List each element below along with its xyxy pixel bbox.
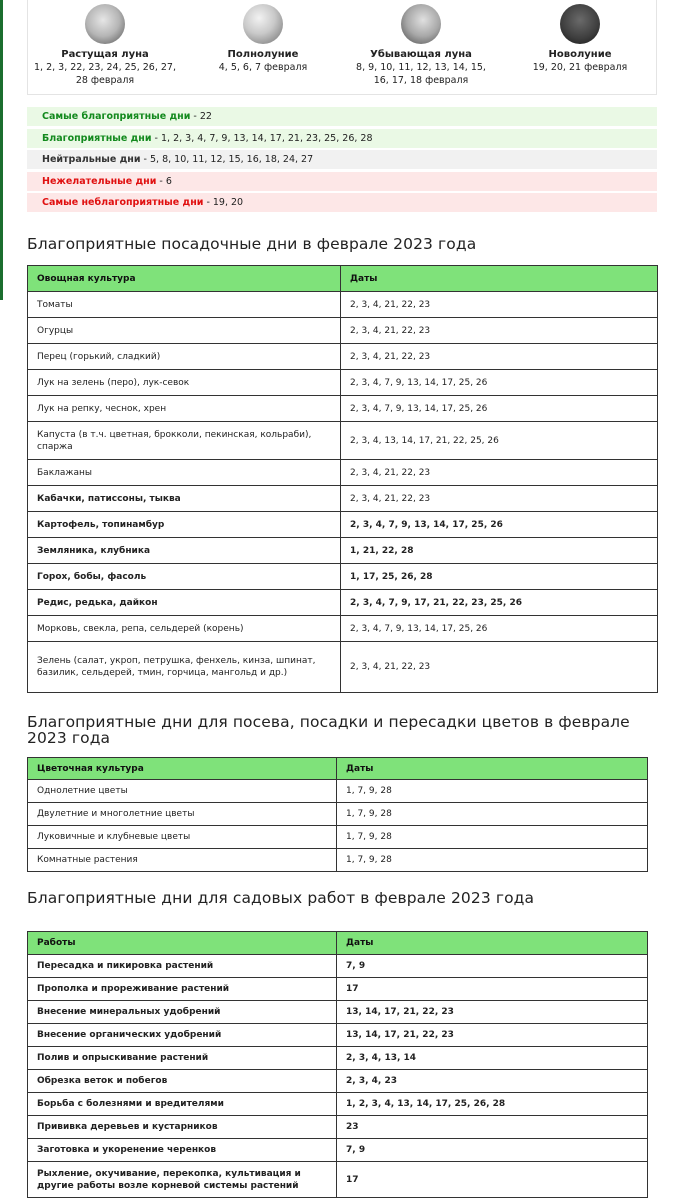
crop-dates: 1, 7, 9, 28 — [337, 803, 648, 826]
table-row — [28, 292, 658, 318]
table-row — [28, 486, 658, 512]
days-legend — [27, 107, 657, 215]
garden-work-table — [27, 931, 648, 1198]
legend-label: Нейтральные дни — [42, 154, 141, 165]
moon-phase-title: Новолуние — [548, 49, 612, 60]
crop-name: Кабачки, патиссоны, тыква — [28, 486, 341, 512]
legend-label: Самые неблагоприятные дни — [42, 197, 204, 208]
crop-name: Лук на зелень (перо), лук-севок — [28, 370, 341, 396]
crop-dates: 2, 3, 4, 21, 22, 23 — [341, 318, 658, 344]
work-name: Прививка деревьев и кустарников — [28, 1116, 337, 1139]
legend-favorable — [27, 129, 657, 148]
table-row — [28, 590, 658, 616]
crop-dates: 2, 3, 4, 21, 22, 23 — [341, 460, 658, 486]
work-name: Полив и опрыскивание растений — [28, 1047, 337, 1070]
work-dates: 7, 9 — [337, 955, 648, 978]
table-row — [28, 460, 658, 486]
moon-phase-dates: 1, 2, 3, 22, 23, 24, 25, 26, 27, 28 февраля — [34, 62, 176, 86]
table-row — [28, 1024, 648, 1047]
crop-name: Редис, редька, дайкон — [28, 590, 341, 616]
crop-name: Огурцы — [28, 318, 341, 344]
legend-value: - 6 — [156, 175, 172, 187]
crop-name: Двулетние и многолетние цветы — [28, 803, 337, 826]
work-dates: 23 — [337, 1116, 648, 1139]
legend-value: - 22 — [190, 111, 212, 122]
table-row — [28, 564, 658, 590]
crop-dates: 2, 3, 4, 7, 9, 13, 14, 17, 25, 26 — [341, 616, 658, 642]
table-row — [28, 422, 658, 460]
table-header-row — [28, 266, 658, 292]
moon-phase-dates: 4, 5, 6, 7 февраля — [218, 62, 308, 73]
table-row — [28, 826, 648, 849]
work-dates: 17 — [337, 1162, 648, 1198]
column-header: Цветочная культура — [28, 758, 337, 780]
crop-name: Капуста (в т.ч. цветная, брокколи, пекинская, кольраби), спаржа — [28, 422, 341, 460]
crop-name: Луковичные и клубневые цветы — [28, 826, 337, 849]
table-row — [28, 642, 658, 693]
table-row — [28, 538, 658, 564]
crop-name: Баклажаны — [28, 460, 341, 486]
crop-name: Однолетние цветы — [28, 780, 337, 803]
work-name: Внесение минеральных удобрений — [28, 1001, 337, 1024]
work-name: Рыхление, окучивание, перекопка, культивация и другие работы возле корневой системы растений — [28, 1162, 337, 1198]
table-header-row — [28, 932, 648, 955]
crop-name: Комнатные растения — [28, 849, 337, 872]
moon-phases-panel — [27, 0, 657, 95]
crop-name: Зелень (салат, укроп, петрушка, фенхель, кинза, шпинат, базилик, сельдерей, тмин, горчица, мангольд и др.) — [28, 642, 341, 693]
legend-neutral — [27, 150, 657, 169]
work-name: Обрезка веток и побегов — [28, 1070, 337, 1093]
table-row — [28, 1001, 648, 1024]
column-header: Овощная культура — [28, 266, 341, 292]
table-row — [28, 1162, 648, 1198]
work-name: Борьба с болезнями и вредителями — [28, 1093, 337, 1116]
moon-phase-title: Полнолуние — [227, 49, 299, 60]
crop-dates: 2, 3, 4, 21, 22, 23 — [341, 344, 658, 370]
section-title-vegetables: Благоприятные посадочные дни в феврале 2023 года — [27, 235, 477, 253]
new-moon-icon — [560, 4, 600, 44]
work-name: Заготовка и укоренение черенков — [28, 1139, 337, 1162]
legend-label: Нежелательные дни — [42, 175, 157, 187]
work-dates: 13, 14, 17, 21, 22, 23 — [337, 1024, 648, 1047]
legend-value: - 19, 20 — [203, 197, 244, 208]
crop-name: Томаты — [28, 292, 341, 318]
moon-phase-new — [510, 4, 650, 74]
moon-phase-dates: 8, 9, 10, 11, 12, 13, 14, 15, 16, 17, 18 февраля — [356, 62, 486, 86]
table-row — [28, 512, 658, 538]
table-row — [28, 780, 648, 803]
crop-dates: 1, 7, 9, 28 — [337, 849, 648, 872]
table-header-row — [28, 758, 648, 780]
table-row — [28, 344, 658, 370]
left-accent-bar — [0, 0, 3, 300]
waxing-moon-icon — [85, 4, 125, 44]
crop-dates: 1, 7, 9, 28 — [337, 826, 648, 849]
work-dates: 2, 3, 4, 13, 14 — [337, 1047, 648, 1070]
moon-phase-title: Убывающая луна — [370, 49, 472, 60]
section-title-flowers: Благоприятные дни для посева, посадки и пересадки цветов в феврале 2023 года — [27, 713, 630, 747]
crop-name: Картофель, топинамбур — [28, 512, 341, 538]
table-row — [28, 978, 648, 1001]
moon-phase-dates: 19, 20, 21 февраля — [532, 62, 628, 73]
crop-name: Лук на репку, чеснок, хрен — [28, 396, 341, 422]
crop-dates: 2, 3, 4, 7, 9, 17, 21, 22, 23, 25, 26 — [341, 590, 658, 616]
crop-dates: 2, 3, 4, 21, 22, 23 — [341, 486, 658, 512]
crop-dates: 1, 21, 22, 28 — [341, 538, 658, 564]
crop-name: Земляника, клубника — [28, 538, 341, 564]
work-name: Пересадка и пикировка растений — [28, 955, 337, 978]
legend-most-unfavorable — [27, 193, 657, 212]
table-row — [28, 396, 658, 422]
table-row — [28, 849, 648, 872]
table-row — [28, 803, 648, 826]
work-name: Внесение органических удобрений — [28, 1024, 337, 1047]
table-row — [28, 318, 658, 344]
work-dates: 2, 3, 4, 23 — [337, 1070, 648, 1093]
work-name: Прополка и прореживание растений — [28, 978, 337, 1001]
crop-dates: 2, 3, 4, 7, 9, 13, 14, 17, 25, 26 — [341, 512, 658, 538]
legend-most-favorable — [27, 107, 657, 126]
crop-dates: 2, 3, 4, 7, 9, 13, 14, 17, 25, 26 — [341, 396, 658, 422]
full-moon-icon — [243, 4, 283, 44]
moon-phase-full — [198, 4, 328, 74]
column-header: Даты — [337, 932, 648, 955]
moon-phase-waning — [344, 4, 498, 87]
table-row — [28, 1047, 648, 1070]
work-dates: 7, 9 — [337, 1139, 648, 1162]
moon-phase-title: Растущая луна — [61, 49, 149, 60]
table-row — [28, 1116, 648, 1139]
table-row — [28, 1093, 648, 1116]
legend-unfavorable — [27, 172, 657, 191]
crop-name: Перец (горький, сладкий) — [28, 344, 341, 370]
crop-name: Горох, бобы, фасоль — [28, 564, 341, 590]
table-row — [28, 1070, 648, 1093]
crop-dates: 2, 3, 4, 21, 22, 23 — [341, 292, 658, 318]
table-row — [28, 370, 658, 396]
table-row — [28, 955, 648, 978]
crop-name: Морковь, свекла, репа, сельдерей (корень) — [28, 616, 341, 642]
work-dates: 1, 2, 3, 4, 13, 14, 17, 25, 26, 28 — [337, 1093, 648, 1116]
crop-dates: 1, 7, 9, 28 — [337, 780, 648, 803]
crop-dates: 2, 3, 4, 7, 9, 13, 14, 17, 25, 26 — [341, 370, 658, 396]
crop-dates: 2, 3, 4, 21, 22, 23 — [341, 642, 658, 693]
table-row — [28, 616, 658, 642]
legend-value: - 5, 8, 10, 11, 12, 15, 16, 18, 24, 27 — [140, 154, 314, 165]
column-header: Даты — [341, 266, 658, 292]
waning-moon-icon — [401, 4, 441, 44]
work-dates: 17 — [337, 978, 648, 1001]
flowers-table — [27, 757, 648, 872]
table-row — [28, 1139, 648, 1162]
legend-label: Благоприятные дни — [42, 132, 152, 144]
legend-label: Самые благоприятные дни — [42, 111, 191, 122]
column-header: Даты — [337, 758, 648, 780]
legend-value: - 1, 2, 3, 4, 7, 9, 13, 14, 17, 21, 23, 25, 26, 28 — [151, 132, 373, 144]
vegetables-table — [27, 265, 658, 693]
work-dates: 13, 14, 17, 21, 22, 23 — [337, 1001, 648, 1024]
column-header: Работы — [28, 932, 337, 955]
crop-dates: 1, 17, 25, 26, 28 — [341, 564, 658, 590]
moon-phase-waxing — [30, 4, 180, 87]
crop-dates: 2, 3, 4, 13, 14, 17, 21, 22, 25, 26 — [341, 422, 658, 460]
section-title-garden-work: Благоприятные дни для садовых работ в феврале 2023 года — [27, 889, 535, 907]
